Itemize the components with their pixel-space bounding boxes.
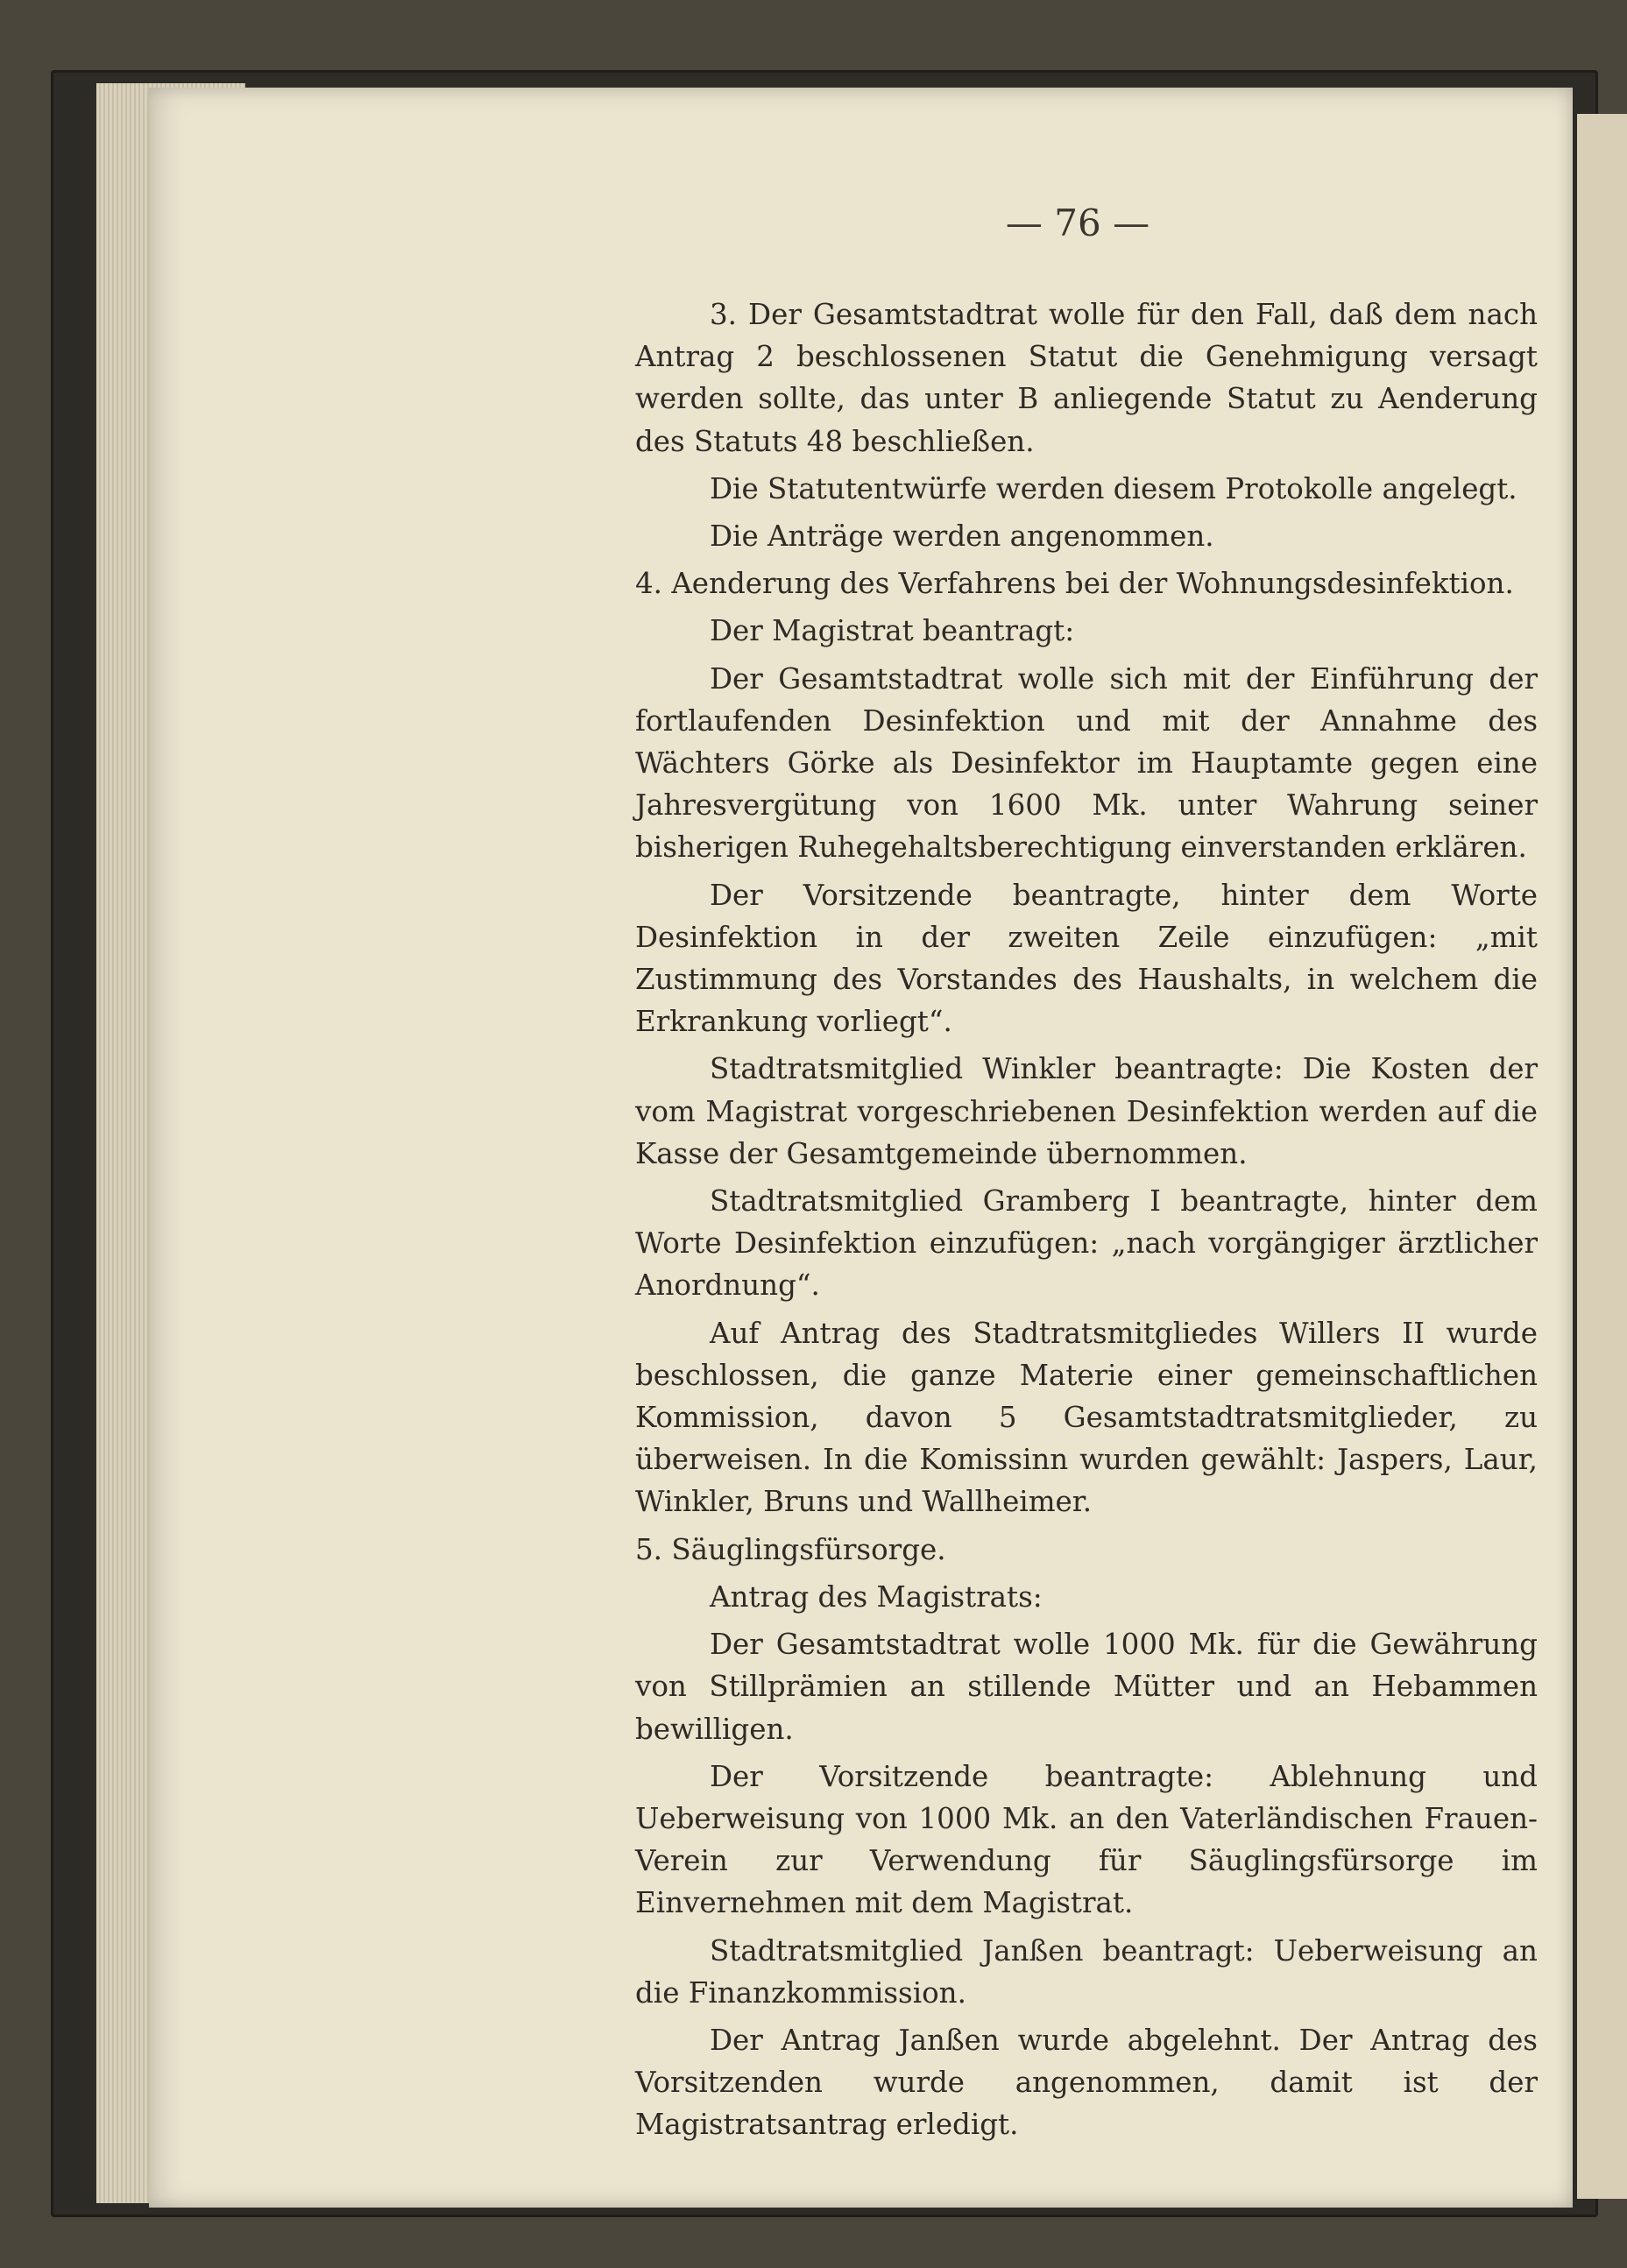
paragraph: Der Vorsitzende beantragte, hinter dem Worte Desinfektion in der zweiten Zeile einzufügen: „mit Zustimmung des Vorstandes des Haushalts, in welchem die Erkrankung vorliegt“. (635, 878, 1538, 1039)
paragraph: Der Gesamtstadtrat wolle 1000 Mk. für die Gewährung von Stillprämien an stillende Mütter und an Hebammen bewilligen. (635, 1628, 1538, 1746)
paragraph: Der Gesamtstadtrat wolle sich mit der Einführung der fortlaufenden Desinfektion und mit der Annahme des Wächters Görke als Desinfektor im Hauptamte gegen eine Jahresvergütung von 1600 Mk. unter Wahrung seiner bisherigen Ruhegehaltsberechtigung einverstanden erklären. (635, 661, 1538, 865)
paragraph: Der Magistrat beantragt: (710, 614, 1075, 648)
section-heading: 5. Säuglingsfürsorge. (635, 1532, 946, 1566)
paragraph: Stadtratsmitglied Winkler beantragte: Die Kosten der vom Magistrat vorgeschriebenen Desinfektion werden auf die Kasse der Gesamtgemeinde übernommen. (635, 1052, 1538, 1170)
paragraph: Die Anträge werden angenommen. (710, 519, 1214, 554)
paragraph: Stadtratsmitglied Janßen beantragt: Ueberweisung an die Finanzkommission. (635, 1933, 1538, 2010)
paragraph: Der Antrag Janßen wurde abgelehnt. Der Antrag des Vorsitzenden wurde angenommen, damit ist der Magistratsantrag erledigt. (635, 2023, 1538, 2142)
paragraph: Die Statutentwürfe werden diesem Protokolle angelegt. (710, 471, 1517, 505)
page-text (635, 293, 1538, 2151)
section-heading: 4. Aenderung des Verfahrens bei der Wohnungsdesinfektion. (635, 567, 1514, 601)
paragraph: Der Vorsitzende beantragte: Ablehnung und Ueberweisung von 1000 Mk. an den Vaterländischen Frauen-Verein zur Verwendung für Säuglingsfürsorge im Einvernehmen mit dem Magistrat. (635, 1759, 1538, 1920)
facing-page-edge (1577, 114, 1627, 2199)
paragraph: Auf Antrag des Stadtratsmitgliedes Willers II wurde beschlossen, die ganze Materie einer gemeinschaftlichen Kommission, davon 5 Gesamtstadtratsmitglieder, zu überweisen. In die Komissinn wurden gewählt: Jaspers, Laur, Winkler, Bruns und Wallheimer. (635, 1316, 1538, 1519)
paragraph: Antrag des Magistrats: (710, 1579, 1043, 1614)
paragraph: Stadtratsmitglied Gramberg I beantragte, hinter dem Worte Desinfektion einzufügen: „nach vorgängiger ärztlicher Anordnung“. (635, 1184, 1538, 1303)
page-number: — 76 — (1005, 201, 1150, 244)
paragraph: 3. Der Gesamtstadtrat wolle für den Fall, daß dem nach Antrag 2 beschlossenen Statut die Genehmigung versagt werden sollte, das unter B anliegende Statut zu Aenderung des Statuts 48 beschließen. (635, 298, 1538, 458)
